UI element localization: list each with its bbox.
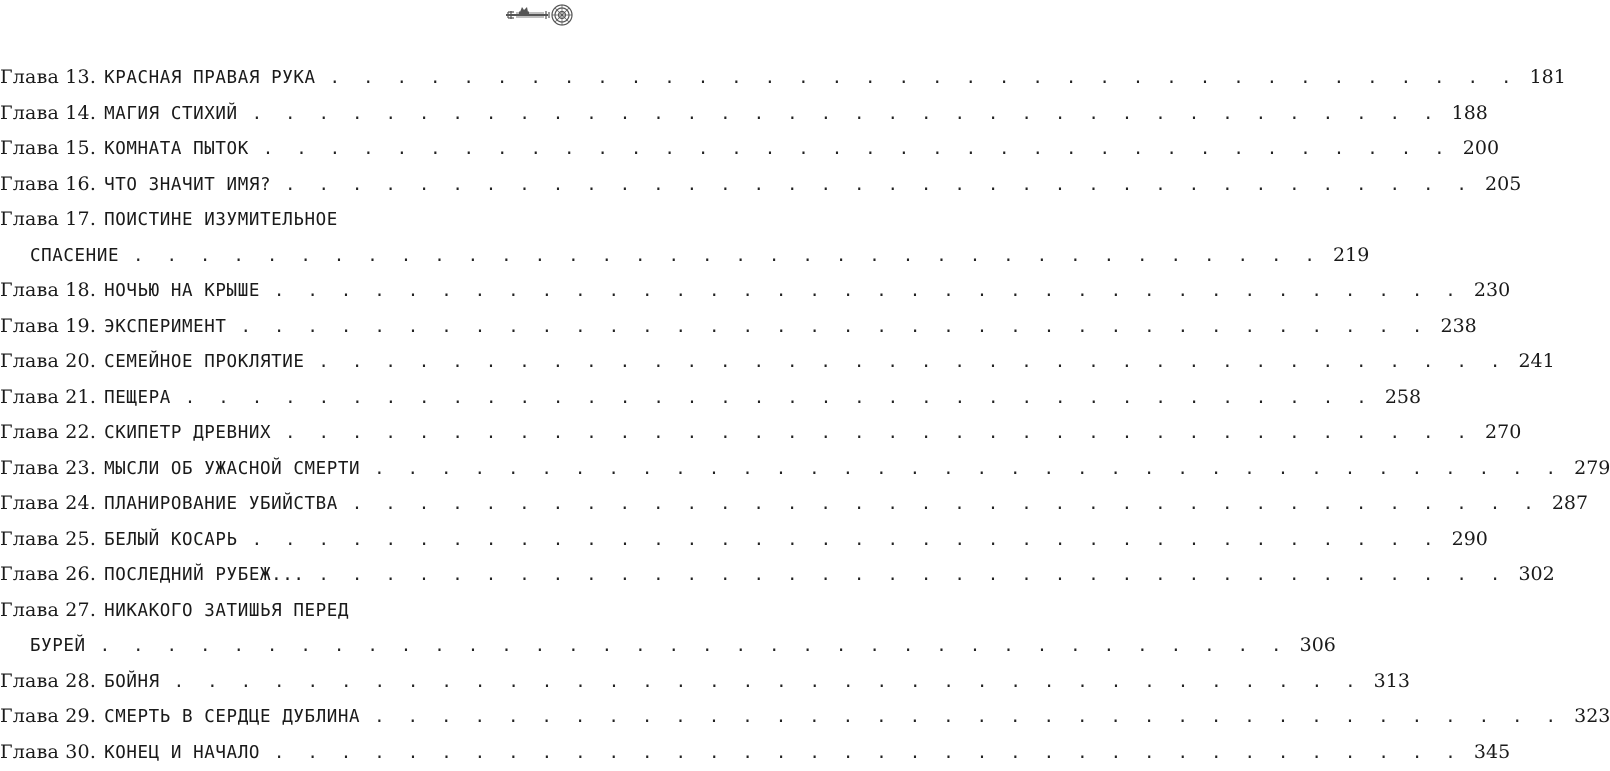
toc-entry[interactable] (0, 486, 544, 522)
toc-entry[interactable] (0, 309, 544, 345)
chapter-title: СКИПЕТР ДРЕВНИХ (104, 416, 271, 452)
toc-entry[interactable] (0, 415, 544, 451)
page-number: 302 (1515, 557, 1555, 593)
page-number: 181 (1526, 60, 1566, 96)
dot-leader: . . . . . . . . . . . . . . . . . . . . . . . . . . . . . . . . . . . . (330, 61, 1518, 97)
chapter-label: Глава 13. (0, 60, 96, 96)
toc-entry[interactable] (0, 131, 544, 167)
chapter-title: СЕМЕЙНОЕ ПРОКЛЯТИЕ (104, 345, 304, 381)
toc-line (0, 96, 544, 132)
chapter-label: Глава 29. (0, 699, 96, 735)
page-number: 306 (1296, 628, 1336, 664)
chapter-label: Глава 14. (0, 96, 96, 132)
chapter-title: БЕЛЫЙ КОСАРЬ (104, 523, 238, 559)
chapter-title: ПОСЛЕДНИЙ РУБЕЖ... (104, 558, 304, 594)
chapter-title: ПЕЩЕРА (104, 381, 171, 417)
toc-line (0, 486, 544, 522)
chapter-label: Глава 16. (0, 167, 96, 203)
toc-entry[interactable] (0, 273, 544, 309)
page-number: 290 (1448, 522, 1488, 558)
toc-entry[interactable] (0, 167, 544, 203)
dot-leader: . . . . . . . . . . . . . . . . . . . . . . . . . . . . . . . . . . . . (274, 736, 1462, 771)
toc-entry[interactable] (0, 451, 544, 487)
chapter-title: ЭКСПЕРИМЕНТ (104, 310, 227, 346)
page-number: 241 (1515, 344, 1555, 380)
toc-line (0, 131, 544, 167)
page-number: 287 (1548, 486, 1588, 522)
toc-line (0, 167, 544, 203)
page-number: 345 (1470, 735, 1510, 771)
chapter-title: НОЧЬЮ НА КРЫШЕ (104, 274, 260, 310)
chapter-title: СМЕРТЬ В СЕРДЦЕ ДУБЛИНА (104, 700, 360, 736)
toc-entry[interactable] (0, 380, 544, 416)
page-number: 238 (1437, 309, 1477, 345)
page-number: 205 (1481, 167, 1521, 203)
toc-line (0, 273, 544, 309)
page-number: 270 (1481, 415, 1521, 451)
chapter-title: КРАСНАЯ ПРАВАЯ РУКА (104, 61, 316, 97)
toc-line (0, 344, 544, 380)
toc-line (0, 60, 544, 96)
page-number: 219 (1329, 238, 1369, 274)
dot-leader: . . . . . . . . . . . . . . . . . . . . . . . . . . . . . . . . . . . . (252, 523, 1440, 559)
chapter-label: Глава 23. (0, 451, 96, 487)
chapter-title-continued: БУРЕЙ (30, 629, 86, 665)
chapter-label: Глава 21. (0, 380, 96, 416)
toc-entry[interactable] (0, 202, 544, 273)
chapter-title: КОНЕЦ И НАЧАЛО (104, 736, 260, 771)
toc-line (0, 593, 544, 629)
toc-line (0, 735, 544, 771)
chapter-title: БОЙНЯ (104, 665, 160, 701)
dot-leader: . . . . . . . . . . . . . . . . . . . . . . . . . . . . . . . . . . . . (133, 239, 1321, 275)
chapter-label: Глава 18. (0, 273, 96, 309)
chapter-title: ЧТО ЗНАЧИТ ИМЯ? (104, 168, 271, 204)
dot-leader: . . . . . . . . . . . . . . . . . . . . . . . . . . . . . . . . . . . . (285, 416, 1473, 452)
chapter-label: Глава 25. (0, 522, 96, 558)
toc-entry[interactable] (0, 735, 544, 771)
dot-leader: . . . . . . . . . . . . . . . . . . . . . . . . . . . . . . . . . . . . (374, 700, 1562, 736)
dot-leader: . . . . . . . . . . . . . . . . . . . . . . . . . . . . . . . . . . . . (100, 629, 1288, 665)
dot-leader: . . . . . . . . . . . . . . . . . . . . . . . . . . . . . . . . . . . . (274, 274, 1462, 310)
page-number: 323 (1570, 699, 1610, 735)
chapter-label: Глава 30. (0, 735, 96, 771)
dot-leader: . . . . . . . . . . . . . . . . . . . . . . . . . . . . . . . . . . . . (241, 310, 1429, 346)
chapter-title: МЫСЛИ ОБ УЖАСНОЙ СМЕРТИ (104, 452, 360, 488)
dot-leader: . . . . . . . . . . . . . . . . . . . . . . . . . . . . . . . . . . . . (252, 97, 1440, 133)
chapter-label: Глава 15. (0, 131, 96, 167)
dot-leader: . . . . . . . . . . . . . . . . . . . . . . . . . . . . . . . . . . . . (352, 487, 1540, 523)
chapter-title: ПЛАНИРОВАНИЕ УБИЙСТВА (104, 487, 338, 523)
chapter-label: Глава 17. (0, 202, 96, 238)
toc-line-continued (0, 628, 544, 664)
chapter-title: НИКАКОГО ЗАТИШЬЯ ПЕРЕД (104, 594, 349, 630)
toc-line (0, 699, 544, 735)
toc-line (0, 557, 544, 593)
dot-leader: . . . . . . . . . . . . . . . . . . . . . . . . . . . . . . . . . . . . (185, 381, 1373, 417)
chapter-title: МАГИЯ СТИХИЙ (104, 97, 238, 133)
toc-line-continued (0, 238, 544, 274)
toc-entry[interactable] (0, 60, 544, 96)
toc-entry[interactable] (0, 593, 544, 664)
page-number: 258 (1381, 380, 1421, 416)
toc-line (0, 451, 544, 487)
dot-leader: . . . . . . . . . . . . . . . . . . . . . . . . . . . . . . . . . . . . (174, 665, 1362, 701)
dot-leader: . . . . . . . . . . . . . . . . . . . . . . . . . . . . . . . . . . . . (285, 168, 1473, 204)
toc-line (0, 202, 544, 238)
toc-line (0, 309, 544, 345)
key-ornament-icon (504, 2, 580, 28)
dot-leader: . . . . . . . . . . . . . . . . . . . . . . . . . . . . . . . . . . . . (319, 558, 1507, 594)
toc-line (0, 664, 544, 700)
toc-line (0, 522, 544, 558)
dot-leader: . . . . . . . . . . . . . . . . . . . . . . . . . . . . . . . . . . . . (319, 345, 1507, 381)
toc-entry[interactable] (0, 699, 544, 735)
chapter-label: Глава 27. (0, 593, 96, 629)
chapter-title: ПОИСТИНЕ ИЗУМИТЕЛЬНОЕ (104, 203, 338, 239)
chapter-label: Глава 20. (0, 344, 96, 380)
page-number: 313 (1370, 664, 1410, 700)
toc-line (0, 415, 544, 451)
dot-leader: . . . . . . . . . . . . . . . . . . . . . . . . . . . . . . . . . . . . (263, 132, 1451, 168)
chapter-label: Глава 24. (0, 486, 96, 522)
table-of-contents (0, 60, 544, 770)
page-number: 188 (1448, 96, 1488, 132)
toc-entry[interactable] (0, 522, 544, 558)
toc-entry[interactable] (0, 344, 544, 380)
chapter-label: Глава 26. (0, 557, 96, 593)
chapter-title-continued: СПАСЕНИЕ (30, 239, 119, 275)
toc-entry[interactable] (0, 96, 544, 132)
page-number: 230 (1470, 273, 1510, 309)
chapter-label: Глава 19. (0, 309, 96, 345)
toc-entry[interactable] (0, 664, 544, 700)
page-number: 279 (1570, 451, 1610, 487)
chapter-title: КОМНАТА ПЫТОК (104, 132, 249, 168)
chapter-label: Глава 22. (0, 415, 96, 451)
toc-entry[interactable] (0, 557, 544, 593)
dot-leader: . . . . . . . . . . . . . . . . . . . . . . . . . . . . . . . . . . . . (374, 452, 1562, 488)
chapter-label: Глава 28. (0, 664, 96, 700)
page-number: 200 (1459, 131, 1499, 167)
toc-line (0, 380, 544, 416)
